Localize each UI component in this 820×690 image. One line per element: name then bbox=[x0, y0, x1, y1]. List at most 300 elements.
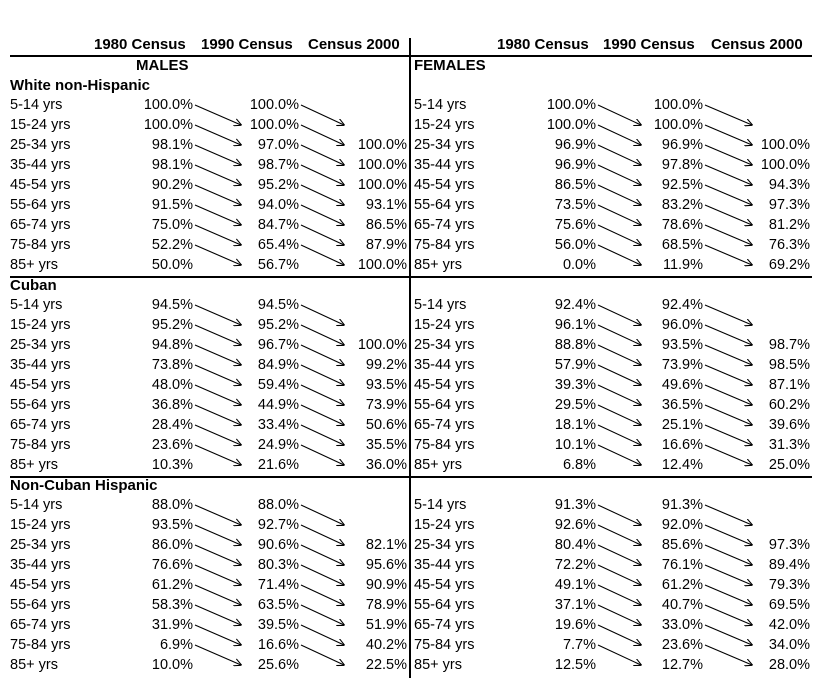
cohort-arrow-females-1990-2000 bbox=[705, 105, 752, 125]
age-label: 5-14 yrs bbox=[414, 297, 467, 313]
females-1990-cell: 83.2% bbox=[661, 197, 703, 213]
males-1990-cell: 96.7% bbox=[257, 337, 299, 353]
cohort-arrow-females-1990-2000 bbox=[705, 145, 752, 165]
age-label: 85+ yrs bbox=[414, 457, 462, 473]
cohort-arrow-females-1980-1990 bbox=[598, 365, 641, 385]
cohort-arrow-females-1990-2000 bbox=[705, 405, 752, 425]
cohort-arrow-females-1990-2000 bbox=[705, 565, 752, 585]
cohort-arrow-females-1990-2000 bbox=[705, 365, 752, 385]
cohort-arrow-males-1990-2000 bbox=[301, 445, 344, 465]
cohort-arrow-females-1990-2000 bbox=[705, 525, 752, 545]
cohort-arrow-females-1990-2000 bbox=[705, 325, 752, 345]
cohort-arrow-females-1990-2000 bbox=[705, 245, 752, 265]
females-2000-cell: 69.2% bbox=[768, 257, 810, 273]
females-1980-cell: 96.9% bbox=[554, 157, 596, 173]
cohort-arrow-females-1980-1990 bbox=[598, 585, 641, 605]
males-1980-cell: 52.2% bbox=[151, 237, 193, 253]
cohort-arrow-males-1980-1990 bbox=[195, 185, 241, 205]
age-label: 5-14 yrs bbox=[10, 97, 63, 113]
males-1990-cell: 100.0% bbox=[249, 97, 299, 113]
cohort-arrow-females-1980-1990 bbox=[598, 185, 641, 205]
cohort-arrow-females-1980-1990 bbox=[598, 525, 641, 545]
females-1980-cell: 57.9% bbox=[554, 357, 596, 373]
age-label: 5-14 yrs bbox=[414, 497, 467, 513]
females-1980-cell: 29.5% bbox=[554, 397, 596, 413]
cohort-arrow-males-1980-1990 bbox=[195, 145, 241, 165]
males-1980-cell: 36.8% bbox=[151, 397, 193, 413]
cohort-arrow-females-1980-1990 bbox=[598, 225, 641, 245]
cohort-arrow-females-1990-2000 bbox=[705, 205, 752, 225]
females-1980-cell: 86.5% bbox=[554, 177, 596, 193]
males-2000-cell: 86.5% bbox=[365, 217, 407, 233]
males-1990-cell: 25.6% bbox=[257, 657, 299, 673]
females-1990-cell: 40.7% bbox=[661, 597, 703, 613]
cohort-arrow-males-1990-2000 bbox=[301, 245, 344, 265]
females-2000-cell: 87.1% bbox=[768, 377, 810, 393]
females-1980-cell: 91.3% bbox=[554, 497, 596, 513]
females-1980-cell: 100.0% bbox=[546, 97, 596, 113]
females-1980-cell: 49.1% bbox=[554, 577, 596, 593]
age-label: 45-54 yrs bbox=[414, 577, 475, 593]
females-2000-cell: 28.0% bbox=[768, 657, 810, 673]
age-label: 35-44 yrs bbox=[414, 557, 475, 573]
males-2000-cell: 100.0% bbox=[357, 177, 407, 193]
males-2000-cell: 51.9% bbox=[365, 617, 407, 633]
column-header-males-0: 1980 Census bbox=[94, 36, 186, 53]
males-1980-cell: 98.1% bbox=[151, 137, 193, 153]
males-1990-cell: 98.7% bbox=[257, 157, 299, 173]
cohort-arrow-males-1980-1990 bbox=[195, 565, 241, 585]
age-label: 35-44 yrs bbox=[414, 357, 475, 373]
males-1990-cell: 16.6% bbox=[257, 637, 299, 653]
females-1980-cell: 75.6% bbox=[554, 217, 596, 233]
cohort-arrow-females-1990-2000 bbox=[705, 385, 752, 405]
cohort-arrow-males-1990-2000 bbox=[301, 185, 344, 205]
females-2000-cell: 100.0% bbox=[760, 157, 810, 173]
males-1980-cell: 31.9% bbox=[151, 617, 193, 633]
females-1980-cell: 12.5% bbox=[554, 657, 596, 673]
females-1990-cell: 92.5% bbox=[661, 177, 703, 193]
females-1990-cell: 91.3% bbox=[661, 497, 703, 513]
males-1980-cell: 90.2% bbox=[151, 177, 193, 193]
cohort-arrow-males-1980-1990 bbox=[195, 225, 241, 245]
age-label: 25-34 yrs bbox=[414, 337, 475, 353]
column-header-females-1: 1990 Census bbox=[603, 36, 695, 53]
males-1990-cell: 21.6% bbox=[257, 457, 299, 473]
females-1990-cell: 16.6% bbox=[661, 437, 703, 453]
column-header-females-2: Census 2000 bbox=[711, 36, 803, 53]
cohort-arrow-males-1990-2000 bbox=[301, 345, 344, 365]
cohort-arrow-males-1990-2000 bbox=[301, 425, 344, 445]
females-2000-cell: 42.0% bbox=[768, 617, 810, 633]
age-label: 55-64 yrs bbox=[414, 597, 475, 613]
cohort-arrow-females-1980-1990 bbox=[598, 205, 641, 225]
males-1980-cell: 48.0% bbox=[151, 377, 193, 393]
cohort-arrow-females-1990-2000 bbox=[705, 225, 752, 245]
cohort-arrow-females-1990-2000 bbox=[705, 445, 752, 465]
cohort-arrow-males-1990-2000 bbox=[301, 405, 344, 425]
females-2000-cell: 98.5% bbox=[768, 357, 810, 373]
males-2000-cell: 22.5% bbox=[365, 657, 407, 673]
males-1980-cell: 6.9% bbox=[159, 637, 193, 653]
males-1980-cell: 23.6% bbox=[151, 437, 193, 453]
males-1980-cell: 86.0% bbox=[151, 537, 193, 553]
cohort-arrow-males-1980-1990 bbox=[195, 345, 241, 365]
column-header-females-0: 1980 Census bbox=[497, 36, 589, 53]
males-2000-cell: 87.9% bbox=[365, 237, 407, 253]
females-1990-cell: 68.5% bbox=[661, 237, 703, 253]
cohort-arrow-males-1980-1990 bbox=[195, 505, 241, 525]
cohort-arrow-males-1980-1990 bbox=[195, 245, 241, 265]
females-1980-cell: 7.7% bbox=[562, 637, 596, 653]
females-1990-cell: 92.0% bbox=[661, 517, 703, 533]
females-2000-cell: 76.3% bbox=[768, 237, 810, 253]
cohort-arrow-males-1980-1990 bbox=[195, 645, 241, 665]
males-2000-cell: 99.2% bbox=[365, 357, 407, 373]
cohort-arrow-females-1990-2000 bbox=[705, 585, 752, 605]
cohort-arrow-females-1980-1990 bbox=[598, 625, 641, 645]
age-label: 25-34 yrs bbox=[414, 137, 475, 153]
cohort-arrow-males-1990-2000 bbox=[301, 105, 344, 125]
cohort-arrow-females-1990-2000 bbox=[705, 425, 752, 445]
cohort-arrow-males-1990-2000 bbox=[301, 165, 344, 185]
females-label: FEMALES bbox=[414, 57, 486, 74]
females-1980-cell: 96.9% bbox=[554, 137, 596, 153]
age-label: 65-74 yrs bbox=[414, 217, 475, 233]
males-1980-cell: 50.0% bbox=[151, 257, 193, 273]
age-label: 15-24 yrs bbox=[414, 517, 475, 533]
males-1990-cell: 56.7% bbox=[257, 257, 299, 273]
males-1980-cell: 58.3% bbox=[151, 597, 193, 613]
females-1990-cell: 100.0% bbox=[653, 97, 703, 113]
females-2000-cell: 25.0% bbox=[768, 457, 810, 473]
cohort-arrow-females-1990-2000 bbox=[705, 185, 752, 205]
females-2000-cell: 89.4% bbox=[768, 557, 810, 573]
females-1990-cell: 11.9% bbox=[662, 257, 703, 273]
males-1990-cell: 63.5% bbox=[257, 597, 299, 613]
males-1980-cell: 75.0% bbox=[151, 217, 193, 233]
age-label: 15-24 yrs bbox=[414, 317, 475, 333]
cohort-arrow-males-1990-2000 bbox=[301, 585, 344, 605]
section-title: Cuban bbox=[10, 277, 57, 294]
age-label: 75-84 yrs bbox=[10, 637, 71, 653]
males-1990-cell: 95.2% bbox=[257, 177, 299, 193]
age-label: 65-74 yrs bbox=[414, 417, 475, 433]
age-label: 55-64 yrs bbox=[10, 397, 71, 413]
cohort-arrow-males-1990-2000 bbox=[301, 545, 344, 565]
cohort-arrow-females-1990-2000 bbox=[705, 605, 752, 625]
cohort-arrow-males-1990-2000 bbox=[301, 325, 344, 345]
age-label: 75-84 yrs bbox=[414, 237, 475, 253]
females-1980-cell: 19.6% bbox=[554, 617, 596, 633]
males-1990-cell: 94.5% bbox=[257, 297, 299, 313]
cohort-arrow-females-1990-2000 bbox=[705, 305, 752, 325]
males-1980-cell: 61.2% bbox=[151, 577, 193, 593]
females-2000-cell: 97.3% bbox=[768, 197, 810, 213]
females-2000-cell: 97.3% bbox=[768, 537, 810, 553]
age-label: 85+ yrs bbox=[10, 657, 58, 673]
males-1990-cell: 90.6% bbox=[257, 537, 299, 553]
age-label: 15-24 yrs bbox=[10, 117, 71, 133]
females-2000-cell: 81.2% bbox=[768, 217, 810, 233]
females-1980-cell: 96.1% bbox=[554, 317, 596, 333]
cohort-arrow-females-1980-1990 bbox=[598, 565, 641, 585]
age-label: 65-74 yrs bbox=[10, 617, 71, 633]
females-1980-cell: 56.0% bbox=[554, 237, 596, 253]
males-1990-cell: 24.9% bbox=[257, 437, 299, 453]
males-1990-cell: 100.0% bbox=[249, 117, 299, 133]
cohort-arrow-males-1980-1990 bbox=[195, 365, 241, 385]
cohort-arrow-males-1990-2000 bbox=[301, 565, 344, 585]
age-label: 75-84 yrs bbox=[10, 237, 71, 253]
cohort-arrow-males-1980-1990 bbox=[195, 445, 241, 465]
cohort-arrow-males-1980-1990 bbox=[195, 205, 241, 225]
age-label: 75-84 yrs bbox=[414, 637, 475, 653]
females-1990-cell: 93.5% bbox=[661, 337, 703, 353]
age-label: 45-54 yrs bbox=[10, 177, 71, 193]
age-label: 85+ yrs bbox=[10, 257, 58, 273]
cohort-arrow-females-1980-1990 bbox=[598, 305, 641, 325]
cohort-arrow-males-1990-2000 bbox=[301, 365, 344, 385]
males-2000-cell: 93.5% bbox=[365, 377, 407, 393]
males-1980-cell: 93.5% bbox=[151, 517, 193, 533]
females-1980-cell: 92.6% bbox=[554, 517, 596, 533]
cohort-arrow-males-1990-2000 bbox=[301, 605, 344, 625]
males-2000-cell: 93.1% bbox=[365, 197, 407, 213]
cohort-arrow-males-1980-1990 bbox=[195, 165, 241, 185]
males-1980-cell: 76.6% bbox=[151, 557, 193, 573]
age-label: 55-64 yrs bbox=[10, 197, 71, 213]
males-2000-cell: 36.0% bbox=[365, 457, 407, 473]
females-1990-cell: 36.5% bbox=[661, 397, 703, 413]
cohort-arrow-males-1980-1990 bbox=[195, 525, 241, 545]
females-1990-cell: 97.8% bbox=[661, 157, 703, 173]
cohort-arrow-females-1980-1990 bbox=[598, 245, 641, 265]
cohort-arrow-females-1990-2000 bbox=[705, 625, 752, 645]
males-2000-cell: 73.9% bbox=[365, 397, 407, 413]
age-label: 25-34 yrs bbox=[10, 337, 71, 353]
cohort-arrow-females-1980-1990 bbox=[598, 505, 641, 525]
cohort-arrow-females-1980-1990 bbox=[598, 125, 641, 145]
females-1980-cell: 80.4% bbox=[554, 537, 596, 553]
males-1990-cell: 80.3% bbox=[257, 557, 299, 573]
females-1990-cell: 73.9% bbox=[661, 357, 703, 373]
cohort-arrow-females-1980-1990 bbox=[598, 545, 641, 565]
age-label: 65-74 yrs bbox=[414, 617, 475, 633]
cohort-arrow-females-1980-1990 bbox=[598, 325, 641, 345]
cohort-arrow-females-1980-1990 bbox=[598, 405, 641, 425]
cohort-arrow-males-1980-1990 bbox=[195, 625, 241, 645]
females-1990-cell: 92.4% bbox=[661, 297, 703, 313]
column-header-males-1: 1990 Census bbox=[201, 36, 293, 53]
age-label: 75-84 yrs bbox=[10, 437, 71, 453]
age-label: 85+ yrs bbox=[10, 457, 58, 473]
females-1980-cell: 92.4% bbox=[554, 297, 596, 313]
cohort-arrow-males-1980-1990 bbox=[195, 105, 241, 125]
females-1990-cell: 23.6% bbox=[661, 637, 703, 653]
cohort-arrow-females-1980-1990 bbox=[598, 105, 641, 125]
age-label: 35-44 yrs bbox=[10, 357, 71, 373]
cohort-arrow-females-1990-2000 bbox=[705, 645, 752, 665]
cohort-arrow-males-1990-2000 bbox=[301, 205, 344, 225]
cohort-arrow-males-1980-1990 bbox=[195, 325, 241, 345]
age-label: 25-34 yrs bbox=[414, 537, 475, 553]
males-2000-cell: 100.0% bbox=[357, 157, 407, 173]
females-1990-cell: 12.4% bbox=[661, 457, 703, 473]
males-2000-cell: 40.2% bbox=[365, 637, 407, 653]
age-label: 45-54 yrs bbox=[414, 177, 475, 193]
females-1990-cell: 33.0% bbox=[661, 617, 703, 633]
age-label: 25-34 yrs bbox=[10, 537, 71, 553]
females-1990-cell: 78.6% bbox=[661, 217, 703, 233]
cohort-arrow-females-1980-1990 bbox=[598, 645, 641, 665]
males-1990-cell: 97.0% bbox=[257, 137, 299, 153]
males-2000-cell: 50.6% bbox=[365, 417, 407, 433]
cohort-arrow-males-1990-2000 bbox=[301, 145, 344, 165]
cohort-arrow-females-1980-1990 bbox=[598, 345, 641, 365]
age-label: 15-24 yrs bbox=[10, 317, 71, 333]
females-1990-cell: 100.0% bbox=[653, 117, 703, 133]
females-1980-cell: 10.1% bbox=[554, 437, 596, 453]
cohort-arrow-males-1980-1990 bbox=[195, 305, 241, 325]
age-label: 55-64 yrs bbox=[10, 597, 71, 613]
cohort-arrow-males-1990-2000 bbox=[301, 645, 344, 665]
females-1990-cell: 61.2% bbox=[661, 577, 703, 593]
females-1990-cell: 96.0% bbox=[661, 317, 703, 333]
females-1990-cell: 25.1% bbox=[661, 417, 703, 433]
age-label: 55-64 yrs bbox=[414, 397, 475, 413]
males-1990-cell: 59.4% bbox=[257, 377, 299, 393]
males-2000-cell: 100.0% bbox=[357, 337, 407, 353]
cohort-arrow-males-1990-2000 bbox=[301, 305, 344, 325]
females-2000-cell: 34.0% bbox=[768, 637, 810, 653]
cohort-arrow-males-1980-1990 bbox=[195, 545, 241, 565]
females-1990-cell: 12.7% bbox=[661, 657, 703, 673]
males-1990-cell: 84.7% bbox=[257, 217, 299, 233]
age-label: 5-14 yrs bbox=[10, 297, 63, 313]
females-1980-cell: 0.0% bbox=[562, 257, 596, 273]
age-label: 65-74 yrs bbox=[10, 217, 71, 233]
cohort-arrow-females-1990-2000 bbox=[705, 505, 752, 525]
females-1980-cell: 37.1% bbox=[554, 597, 596, 613]
females-1990-cell: 85.6% bbox=[661, 537, 703, 553]
cohort-arrow-females-1980-1990 bbox=[598, 145, 641, 165]
section-title: White non-Hispanic bbox=[10, 77, 150, 94]
cohort-arrow-males-1980-1990 bbox=[195, 405, 241, 425]
males-1990-cell: 71.4% bbox=[257, 577, 299, 593]
males-1980-cell: 28.4% bbox=[151, 417, 193, 433]
females-2000-cell: 69.5% bbox=[768, 597, 810, 613]
males-1980-cell: 100.0% bbox=[143, 117, 193, 133]
cohort-arrow-males-1990-2000 bbox=[301, 125, 344, 145]
age-label: 45-54 yrs bbox=[10, 377, 71, 393]
cohort-arrow-females-1990-2000 bbox=[705, 125, 752, 145]
age-label: 45-54 yrs bbox=[414, 377, 475, 393]
females-2000-cell: 31.3% bbox=[768, 437, 810, 453]
males-1990-cell: 95.2% bbox=[257, 317, 299, 333]
age-label: 55-64 yrs bbox=[414, 197, 475, 213]
females-1980-cell: 73.5% bbox=[554, 197, 596, 213]
females-1990-cell: 49.6% bbox=[661, 377, 703, 393]
cohort-arrow-females-1990-2000 bbox=[705, 545, 752, 565]
cohort-arrow-females-1980-1990 bbox=[598, 605, 641, 625]
age-label: 15-24 yrs bbox=[10, 517, 71, 533]
cohort-arrow-females-1980-1990 bbox=[598, 445, 641, 465]
females-2000-cell: 98.7% bbox=[768, 337, 810, 353]
age-label: 85+ yrs bbox=[414, 657, 462, 673]
cohort-arrow-females-1990-2000 bbox=[705, 345, 752, 365]
cohort-arrow-females-1990-2000 bbox=[705, 165, 752, 185]
cohort-arrow-males-1990-2000 bbox=[301, 505, 344, 525]
column-header-males-2: Census 2000 bbox=[308, 36, 400, 53]
age-label: 35-44 yrs bbox=[10, 157, 71, 173]
males-1980-cell: 10.3% bbox=[151, 457, 193, 473]
age-label: 5-14 yrs bbox=[414, 97, 467, 113]
cohort-arrow-males-1980-1990 bbox=[195, 385, 241, 405]
females-1990-cell: 76.1% bbox=[661, 557, 703, 573]
males-2000-cell: 100.0% bbox=[357, 257, 407, 273]
males-1990-cell: 39.5% bbox=[257, 617, 299, 633]
females-1980-cell: 100.0% bbox=[546, 117, 596, 133]
age-label: 65-74 yrs bbox=[10, 417, 71, 433]
males-1980-cell: 10.0% bbox=[151, 657, 193, 673]
age-label: 85+ yrs bbox=[414, 257, 462, 273]
males-1990-cell: 88.0% bbox=[257, 497, 299, 513]
females-1980-cell: 88.8% bbox=[554, 337, 596, 353]
males-1990-cell: 44.9% bbox=[257, 397, 299, 413]
section-title: Non-Cuban Hispanic bbox=[10, 477, 158, 494]
males-1990-cell: 65.4% bbox=[257, 237, 299, 253]
females-1980-cell: 6.8% bbox=[562, 457, 596, 473]
cohort-arrow-females-1980-1990 bbox=[598, 425, 641, 445]
age-label: 75-84 yrs bbox=[414, 437, 475, 453]
males-1980-cell: 100.0% bbox=[143, 97, 193, 113]
males-1980-cell: 94.5% bbox=[151, 297, 193, 313]
cohort-arrow-males-1990-2000 bbox=[301, 525, 344, 545]
cohort-arrow-females-1980-1990 bbox=[598, 165, 641, 185]
males-1980-cell: 73.8% bbox=[151, 357, 193, 373]
males-1980-cell: 94.8% bbox=[151, 337, 193, 353]
males-1980-cell: 98.1% bbox=[151, 157, 193, 173]
cohort-arrow-males-1980-1990 bbox=[195, 605, 241, 625]
males-1980-cell: 88.0% bbox=[151, 497, 193, 513]
females-2000-cell: 60.2% bbox=[768, 397, 810, 413]
females-1980-cell: 72.2% bbox=[554, 557, 596, 573]
females-1980-cell: 18.1% bbox=[554, 417, 596, 433]
males-1990-cell: 33.4% bbox=[257, 417, 299, 433]
cohort-arrow-males-1990-2000 bbox=[301, 385, 344, 405]
males-1990-cell: 92.7% bbox=[257, 517, 299, 533]
cohort-arrow-males-1980-1990 bbox=[195, 425, 241, 445]
males-2000-cell: 78.9% bbox=[365, 597, 407, 613]
cohort-arrow-males-1980-1990 bbox=[195, 585, 241, 605]
age-label: 35-44 yrs bbox=[10, 557, 71, 573]
age-label: 25-34 yrs bbox=[10, 137, 71, 153]
females-2000-cell: 100.0% bbox=[760, 137, 810, 153]
males-2000-cell: 95.6% bbox=[365, 557, 407, 573]
males-2000-cell: 82.1% bbox=[365, 537, 407, 553]
females-1990-cell: 96.9% bbox=[661, 137, 703, 153]
cohort-arrow-males-1990-2000 bbox=[301, 225, 344, 245]
cohort-arrow-females-1980-1990 bbox=[598, 385, 641, 405]
age-label: 45-54 yrs bbox=[10, 577, 71, 593]
age-label: 5-14 yrs bbox=[10, 497, 63, 513]
males-1990-cell: 84.9% bbox=[257, 357, 299, 373]
males-2000-cell: 35.5% bbox=[365, 437, 407, 453]
females-2000-cell: 94.3% bbox=[768, 177, 810, 193]
cohort-arrow-males-1990-2000 bbox=[301, 625, 344, 645]
females-2000-cell: 39.6% bbox=[768, 417, 810, 433]
